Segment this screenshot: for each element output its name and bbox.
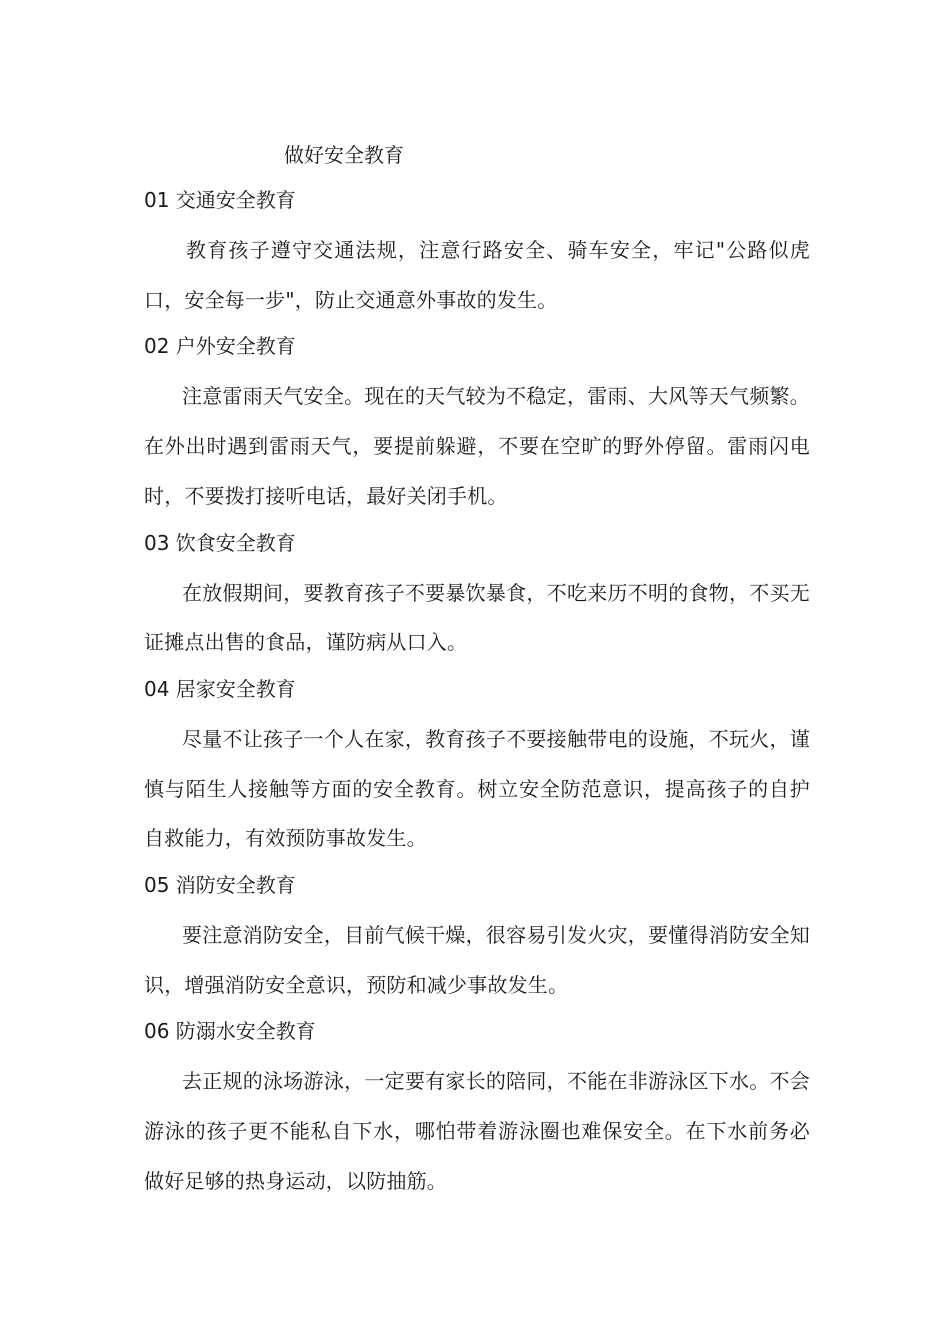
section-paragraph: 要注意消防安全，目前气候干燥，很容易引发火灾，要懂得消防安全知识，增强消防安全意识，预防和减少事故发生。 bbox=[144, 923, 810, 997]
section-paragraph: 注意雷雨天气安全。现在的天气较为不稳定，雷雨、大风等天气频繁。在外出时遇到雷雨天气，要提前躲避，不要在空旷的野外停留。雷雨闪电时，不要拨打接听电话，最好关闭手机。 bbox=[144, 384, 810, 508]
document-body bbox=[144, 182, 810, 1210]
section-heading: 01 交通安全教育 bbox=[144, 188, 296, 212]
section-home-safety bbox=[144, 671, 810, 864]
section-food-safety bbox=[144, 525, 810, 668]
section-heading: 02 户外安全教育 bbox=[144, 334, 296, 359]
section-traffic-safety bbox=[144, 182, 810, 325]
section-drowning-prevention bbox=[144, 1013, 810, 1206]
document-title: 做好安全教育 bbox=[284, 143, 404, 167]
section-paragraph: 去正规的泳场游泳，一定要有家长的陪同，不能在非游泳区下水。不会游泳的孩子更不能私自下水，哪怕带着游泳圈也难保安全。在下水前务必做好足够的热身运动，以防抽筋。 bbox=[144, 1069, 810, 1193]
section-fire-safety bbox=[144, 867, 810, 1010]
section-heading: 06 防溺水安全教育 bbox=[144, 1019, 316, 1044]
section-heading: 04 居家安全教育 bbox=[144, 676, 296, 701]
section-heading: 03 饮食安全教育 bbox=[144, 530, 296, 555]
section-paragraph: 在放假期间，要教育孩子不要暴饮暴食，不吃来历不明的食物，不买无证摊点出售的食品，谨防病从口入。 bbox=[144, 580, 810, 655]
section-paragraph: 教育孩子遵守交通法规，注意行路安全、骑车安全，牢记"公路似虎口，安全每一步"，防止交通意外事故的发生。 bbox=[144, 238, 810, 312]
section-outdoor-safety bbox=[144, 328, 810, 521]
section-heading: 05 消防安全教育 bbox=[144, 873, 296, 898]
section-paragraph: 尽量不让孩子一个人在家，教育孩子不要接触带电的设施，不玩火，谨慎与陌生人接触等方面的安全教育。树立安全防范意识，提高孩子的自护自救能力，有效预防事故发生。 bbox=[144, 726, 810, 851]
